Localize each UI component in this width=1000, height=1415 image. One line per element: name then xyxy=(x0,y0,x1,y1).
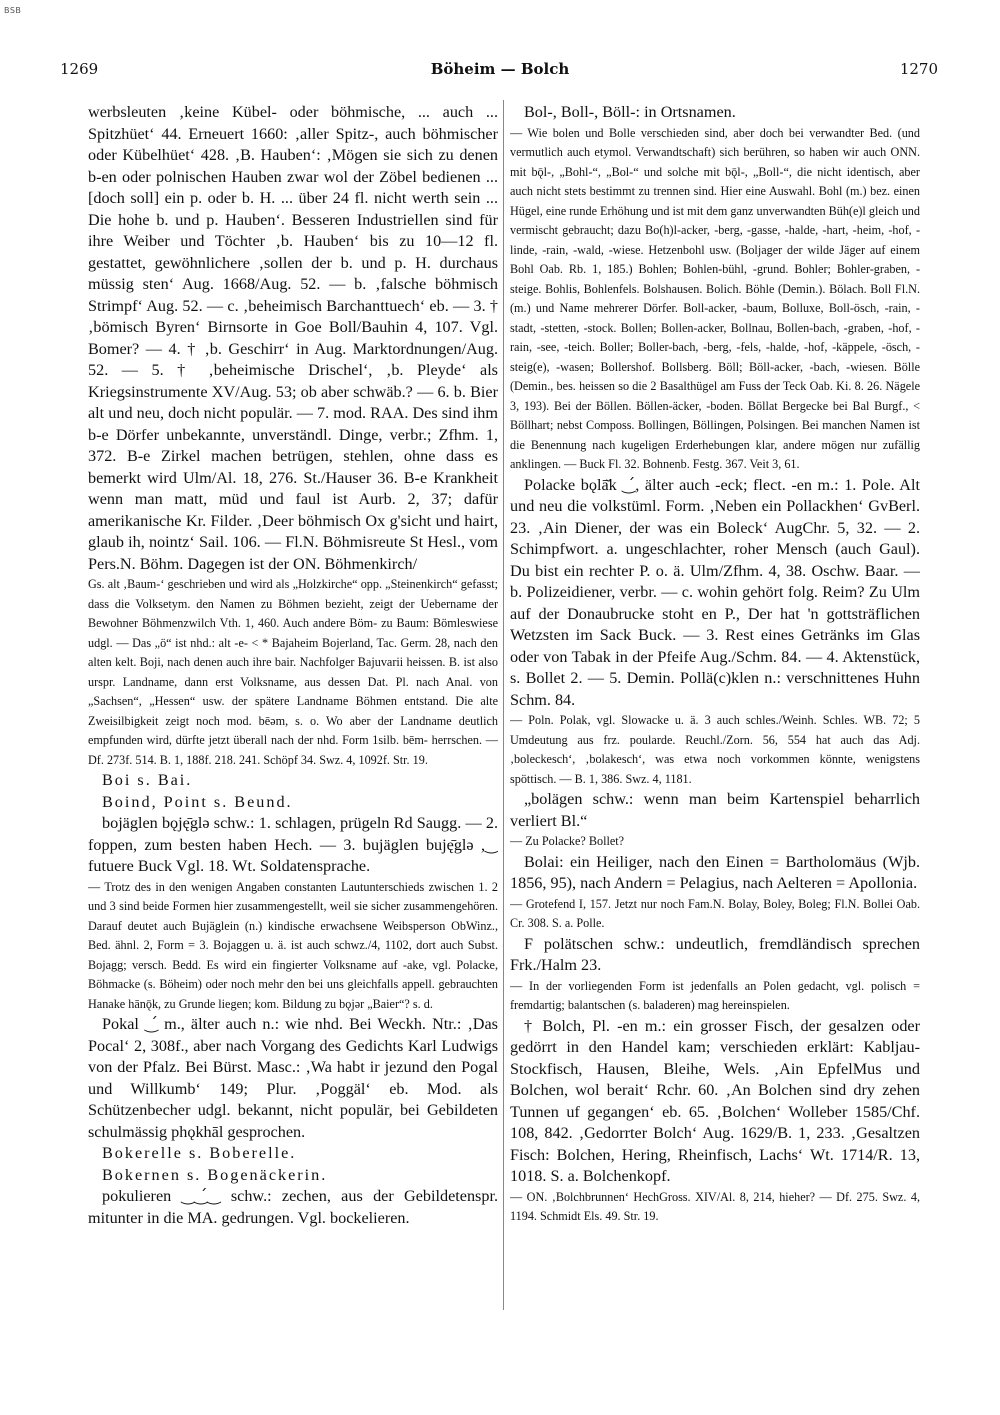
entry-paragraph: Bokerelle s. Boberelle. xyxy=(102,1144,297,1162)
entry-paragraph: Bol-, Boll-, Böll-: in Ortsnamen. xyxy=(524,103,736,121)
page-number-left: 1269 xyxy=(60,60,99,78)
entry-paragraph: — Zu Polacke? Bollet? xyxy=(510,834,625,848)
column-divider xyxy=(503,100,504,1310)
entry-paragraph: Boi s. Bai. xyxy=(102,771,193,789)
entry-paragraph: Pokal ‿́ m., älter auch n.: wie nhd. Bei Weckh. Ntr.: ‚Das Pocal‘ 2, 308f., aber nach Vorgang des Gedichts Karl Ludwigs von der Pfalz. Bei Bürst. Masc.: ‚Wa habt ir jezund den Pogal und Willkumb‘ 149; Plur. ‚Poggäl‘ eb. Mod. als Schützenbecher udgl. bekannt, nicht populär, bei Gebildeten schulmässig phǫkhāl gesprochen. xyxy=(88,1015,498,1141)
entry-paragraph: Polacke bǫlā̆k ‿́, älter auch -eck; flect. -en m.: 1. Pole. Alt und neu die volkstüml. Form. ‚Neben ein Pollackhen‘ GvBerl. 23. ‚Ain Diener, der was ein Boleck‘ AugChr. 5, 32. — 2. Schimpfwort. a. ungeschlachter, roher Mensch (auch Gaul). Du bist ein rechter P. o. ä. Ulm/Zfhm. 4, 38. Oschw. Baar. — b. Polizeidiener, verbr. — c. wohin gehört folg. Reim? Zu Ulm auf der Donaubrucke stoht en P., Der hat 'n gottsträflichen Wetzsten im Sack Buck. — 3. Rest eines Getränks im Glas oder von Tabak in der Pfeife Aug./Schm. 84. — 4. Aktenstück, s. Bollet 2. — 5. Demin. Pollä(c)klen n.: verschnittenes Huhn Schm. 84. xyxy=(510,475,920,709)
entry-paragraph: pokulieren ‿‿́‿ schw.: zechen, aus der Gebildetenspr. mitunter in die MA. gedrungen. Vgl. bockelieren. xyxy=(88,1187,498,1227)
entry-paragraph: Bokernen s. Bogenäckerin. xyxy=(102,1165,328,1184)
left-column xyxy=(88,102,498,1229)
entry-paragraph: werbsleuten ‚keine Kübel- oder böhmische, ... auch ... Spitzhüet‘ 44. Erneuert 1660: ‚aller Spitz-, auch böhmischer oder Kübelhüet‘ 428. ‚B. Hauben‘: ‚Mögen sie sich zu denen b-en oder polnischen Hauben zwar wol der Zöbel bedienen ... [doch soll] ein p. oder b. H. ... über 24 fl. nicht werth sein ... Die hohe b. und p. Hauben‘. Besseren Industriellen sind für ihre Weiber und Töchter ‚b. Hauben‘ bis zu 10—12 fl. gestattet, gewöhnlichere ‚sollen der b. und p. H. durchaus müssig sten‘ Aug. 1668/Aug. 52. — b. ‚falsche böhmisch Strimpf‘ Aug. 52. — c. ‚beheimisch Barchanttuech‘ eb. — 3. † ‚bömisch Byren‘ Birnsorte in Goe Boll/Bauhin 4, 107. Vgl. Bomer? — 4. † ‚b. Geschirr‘ in Aug. Marktordnungen/Aug. 52. — 5. † ‚beheimische Drischel‘, ‚b. Pleyde‘ als Kriegsinstrumente XV/Aug. 53; ob aber schwäb.? — 6. b. Bier alt und neu, doch nicht populär. — 7. mod. RAA. Des sind ihm b-e Dörfer unbekannte, unverständl. Dinge, verbr.; Zfhm. 1, 372. B-e Zirkel machen betrügen, stehlen, ohne dass es bemerkt wird Ulm/Al. 18, 276. St./Hauser 36. B-e Krankheit wenn man matt, müd und faul ist Aurb. 2, 37; dafür amerikanische Kr. Filder. ‚Deer böhmisch Ox g'sicht und hairt, glaub ih, nointz‘ Sail. 106. — Fl.N. Böhmisreute St Hesl., vom Pers.N. Böhm. Dagegen ist der ON. Böhmenkirch/ xyxy=(88,103,498,573)
entry-paragraph: Boind, Point s. Beund. xyxy=(102,792,293,811)
right-column xyxy=(510,102,920,1227)
entry-paragraph: Bolai: ein Heiliger, nach den Einen = Bartholomäus (Wjb. 1856, 95), nach Andern = Pelagius, nach Aelteren = Apollonia. xyxy=(510,852,920,892)
entry-paragraph: — ON. ‚Bolchbrunnen‘ HechGross. XIV/Al. 8, 214, hieher? — Df. 275. Swz. 4, 1194. Schmidt Els. 49. Str. 19. xyxy=(510,1189,920,1223)
entry-paragraph: „bolägen schw.: wenn man beim Kartenspiel beharrlich verliert Bl.“ xyxy=(510,790,920,830)
entry-paragraph: † Bolch, Pl. -en m.: ein grosser Fisch, der gesalzen oder gedörrt in den Handel kam; verschieden erklärt: Kabljau-Stockfisch, Hausen, Bleihe, Wels. ‚Ain EpfelMus und Bolchen, wol berait‘ Rchr. 60. ‚An Bolchen sind dry zehen Tunnen uf gegangen‘ eb. 65. ‚Bolchen‘ Wolleber 1585/Chf. 108, 842. ‚Gedorrter Bolch‘ Aug. 1629/B. 1, 233. ‚Gesaltzen Fisch: Bolchen, Hering, Rheinfisch, Lachs‘ Wt. 1714/R. 13, 1018. S. a. Bolchenkopf. xyxy=(510,1016,920,1185)
running-title: Böheim — Bolch xyxy=(430,60,570,78)
entry-paragraph: — In der vorliegenden Form ist jedenfalls an Polen gedacht, vgl. polisch = fremdartig; balantschen (s. baladeren) mag hereinspielen. xyxy=(510,978,920,1012)
entry-paragraph: — Trotz des in den wenigen Angaben constanten Lautunterschieds zwischen 1. 2 und 3 sind beide Formen hier zusammengestellt, weil sie sicher zusammengehören. Darauf deutet auch Bujäglein (n.) kindische erwachsene Weibsperson ObWinz., Bed. ähnl. 2, Form = 3. Bojaggen u. ä. ist auch schwz./4, 1102, dort auch Subst. Bojagg; versch. Bedd. Es wird ein fingierter Volksname auf -ake, vgl. Polacke, Böhmacke (s. Böheim) oder noch mehr den bei uns gleichfalls appell. gebrauchten Hanake hānǭk, zu Grunde liegen; kom. Bildung zu bǫjər „Baier“? s. d. xyxy=(88,879,498,1011)
entry-paragraph: — Wie bolen und Bolle verschieden sind, aber doch bei verwandter Bed. (und vermutlich auch etymol. Verwandtschaft) sich berühren, so haben wir auch ONN. mit bǭl-, „Bohl-“, „Bol-“ und solche mit bǭl-, „Boll-“, die nicht identisch, aber auch nicht stets bestimmt zu trennen sind. Hier eine Auswahl. Bohl (m.) bez. einen Hügel, eine runde Erhöhung und ist mit dem ganz unverwandten Büh(e)l gleich und vermischt gebraucht; dazu Bo(h)l-acker, -berg, -gasse, -halde, -hart, -heim, -hof, -linde, -rain, -wald, -wiese. Hetzenbohl usw. (Boljager der wilde Jäger auf einem Bohl Oab. Rb. 1, 185.) Bohlen; Bohlen-bühl, -grund. Bohler; Bohler-graben, -steige. Bohlis, Bohlenfels. Bolshausen. Bolich. Böhle (Demin.). Bölach. Boll Fl.N. (m.) und Name mehrerer Dörfer. Boll-acker, -baum, Bolluxe, Boll-ösch, -rain, -stadt, -stetten, -stock. Bollen; Bollen-acker, Bollnau, Bollen-bach, -graben, -hof, -rain, -see, -teich. Boller; Boller-bach, -berg, -fels, -halde, -hof, -käppele, -ösch, -steig(e), -wasen; Bollershof. Bollsberg. Böll; Böll-acker, -bach, -wiesen. Bölle (Demin., bes. heissen so die 2 Basalthügel am Fuss der Teck Oab. Ki. 8. 26. Nägele 3, 193). Bei der Böllen. Böllen-äcker, -boden. Böllat Bergecke bei Bal Burgf., < Böllhart; nebst Composs. Bollingen, Böllingen, Polsingen. Bei manchen Namen ist die Benennung nach kugeligen Erderhebungen klar, andere mögen nur zufällig anklingen. — Buck Fl. 32. Bohnenb. Festg. 367. Veit 3, 61. xyxy=(510,125,920,471)
library-stamp: BSB xyxy=(4,6,22,15)
entry-paragraph: F polätschen schw.: undeutlich, fremdländisch sprechen Frk./Halm 23. xyxy=(510,934,920,974)
entry-paragraph: Gs. alt ‚Baum-‘ geschrieben und wird als „Holzkirche“ opp. „Steinenkirch“ gefasst; dass die Volksetym. den Namen zu Böhmen bezieht, zeigt der Uebername der Bewohner Böhmenzwilch Vth. 1, 460. Auch andere Böm- zu Baum: Bömleswiese udgl. — Das „ö“ ist nhd.: alt -e- < * Bajaheim Bojerland, Tac. Germ. 28, nach den alten kelt. Boji, nach denen auch ihre bair. Nachfolger Bajuvarii heissen. B. ist also urspr. Landname, dann erst Volksname, aus dessen Dat. Pl. nach Anal. von „Sachsen“, „Hessen“ usw. der spätere Landname Böhmen entstand. Die alte Zweisilbigkeit zeigt noch mod. bēəm, s. o. Wo aber der Landname deutlich empfunden wird, dürfte jetzt überall nach der nhd. Form 1silb. bēm- herrschen. — Df. 273f. 514. B. 1, 188f. 218. 241. Schöpf 34. Swz. 4, 1092f. Str. 19. xyxy=(88,577,498,767)
entry-paragraph: bojäglen bǫję̄glə schw.: 1. schlagen, prügeln Rd Saugg. — 2. foppen, zum besten haben Hech. — 3. bujäglen buję̄glə ,‿ futuere Buck Vgl. 18. Wt. Soldatensprache. xyxy=(88,814,498,875)
page-number-right: 1270 xyxy=(899,60,938,78)
entry-paragraph: — Grotefend I, 157. Jetzt nur noch Fam.N. Bolay, Boley, Boleg; Fl.N. Bollei Oab. Cr. 308. S. a. Polle. xyxy=(510,896,920,930)
entry-paragraph: — Poln. Polak, vgl. Slowacke u. ä. 3 auch schles./Weinh. Schles. WB. 72; 5 Umdeutung aus frz. poularde. Reuchl./Zorn. 56, 554 hat auch das Adj. ‚boleckesch‘, ‚bolakesch‘, was etwa noch vorkommen könnte, wenigstens spöttisch. — B. 1, 386. Swz. 4, 1181. xyxy=(510,713,920,786)
